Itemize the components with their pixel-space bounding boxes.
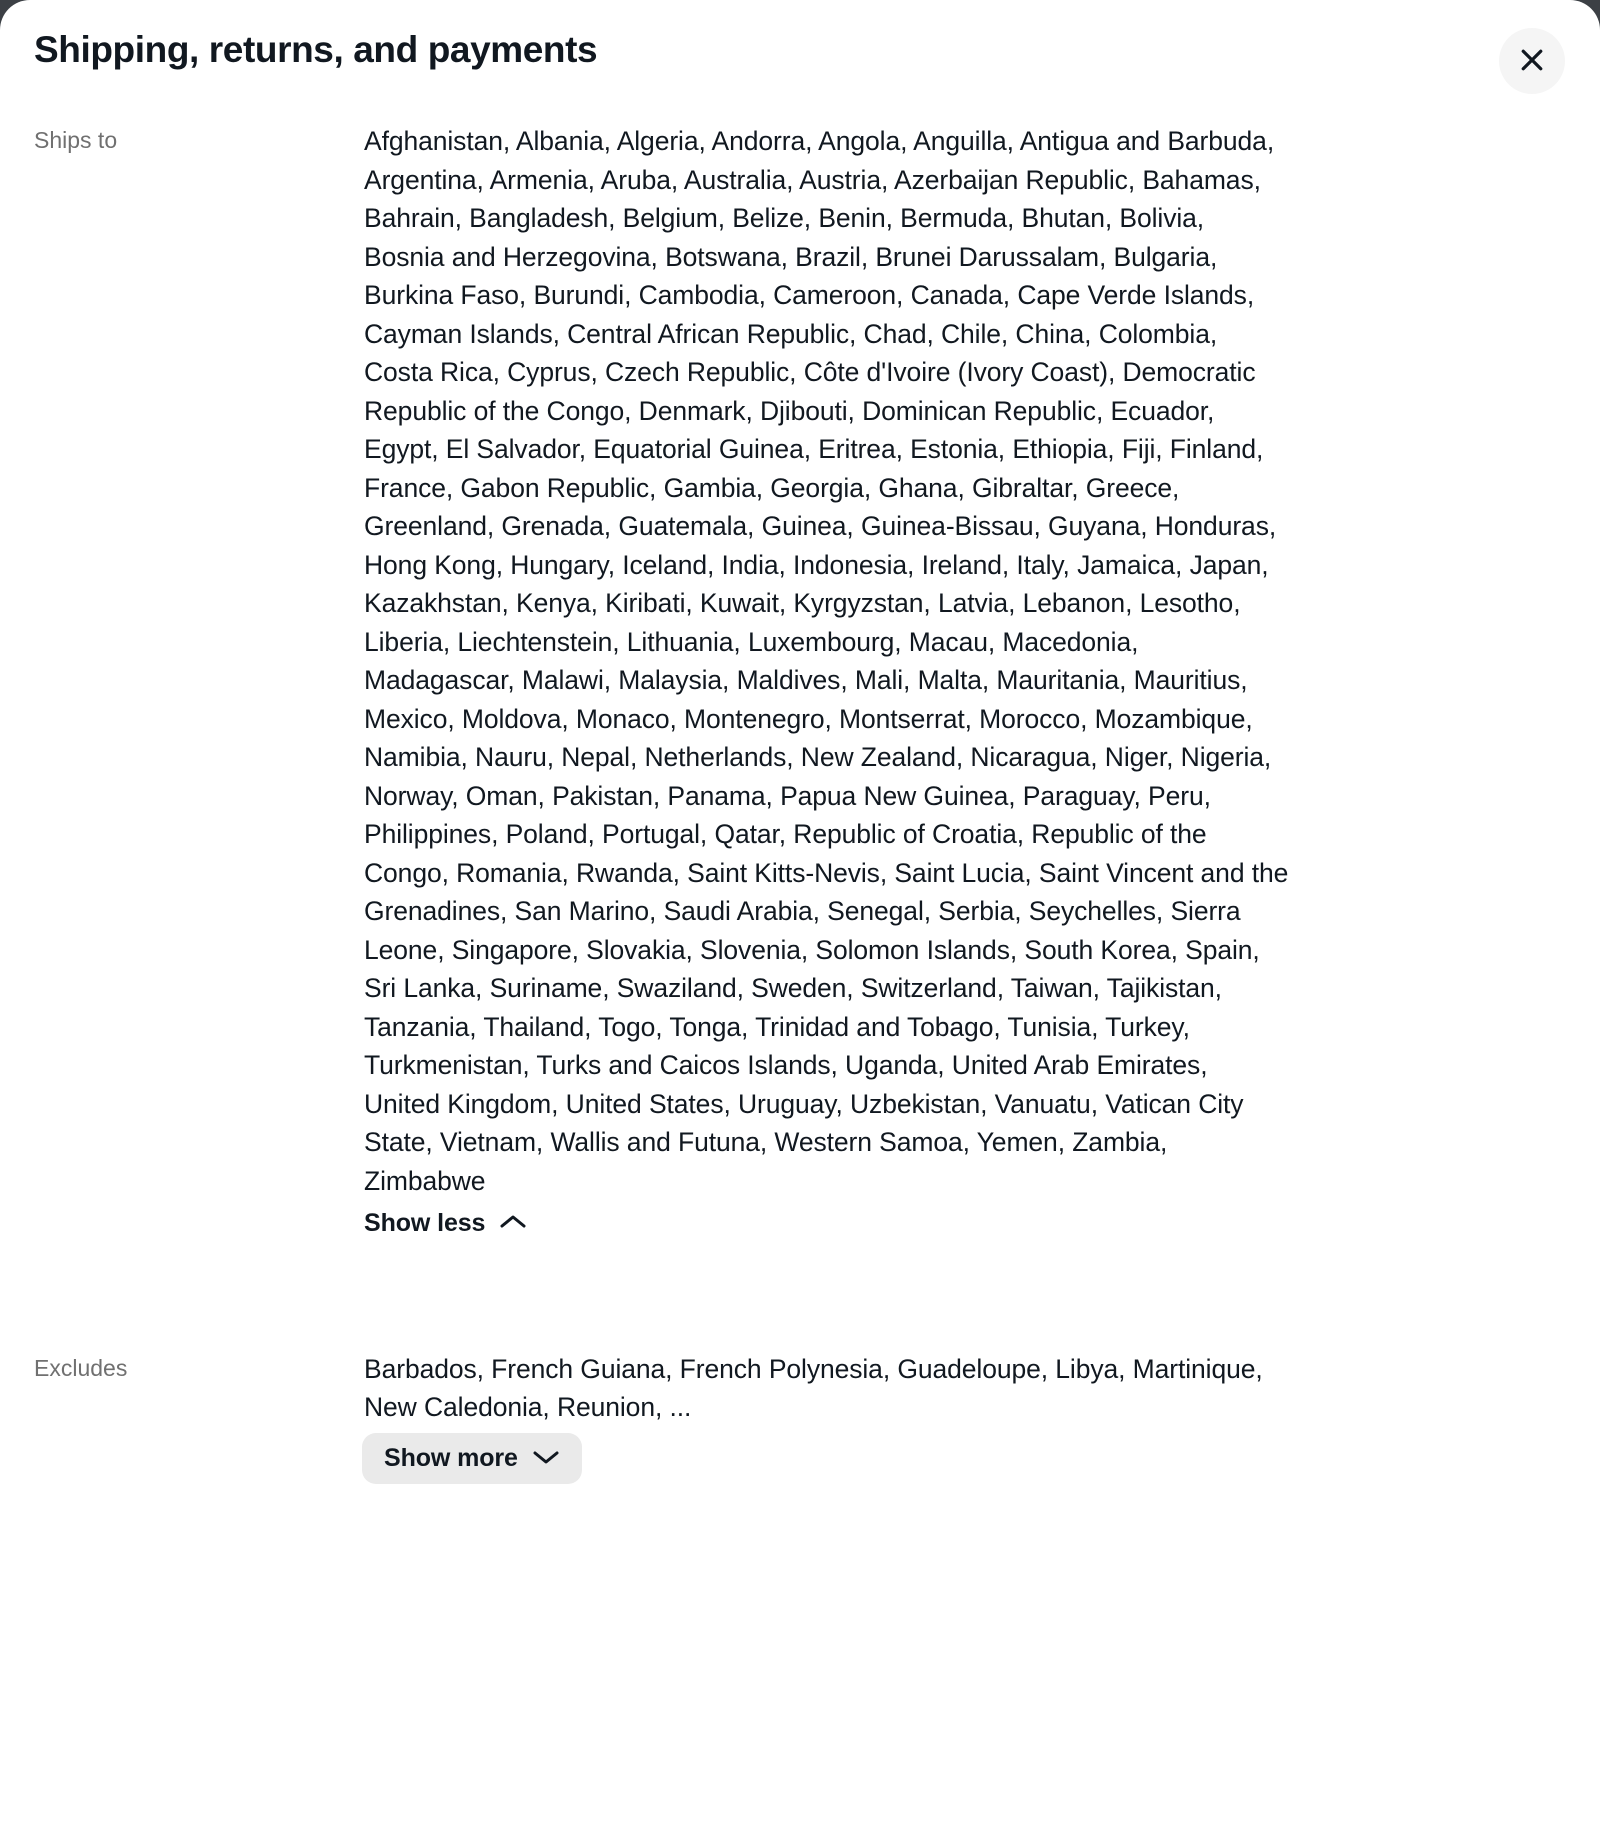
ships-to-label: Ships to xyxy=(34,127,118,153)
ships-to-value-block xyxy=(364,122,1289,1242)
chevron-down-icon xyxy=(532,1444,560,1473)
excludes-country-list: Barbados, French Guiana, French Polynesia, Guadeloupe, Libya, Martinique, New Caledonia, Reunion, ... xyxy=(364,1353,1263,1422)
spec-row-ships-to xyxy=(34,122,1566,1242)
page-title: Shipping, returns, and payments xyxy=(34,29,598,70)
excludes-label: Excludes xyxy=(34,1354,128,1381)
close-icon xyxy=(1517,45,1547,78)
excludes-value-block xyxy=(364,1350,1289,1484)
modal-header xyxy=(0,0,1600,108)
chevron-up-icon xyxy=(499,1209,527,1238)
spec-row-excludes xyxy=(34,1350,1566,1484)
modal-body xyxy=(0,122,1600,1484)
ships-to-toggle-label: Show less xyxy=(364,1209,486,1237)
close-button[interactable] xyxy=(1499,28,1565,94)
ships-to-country-list: Afghanistan, Albania, Algeria, Andorra, Angola, Anguilla, Antigua and Barbuda, Argentina, Armenia, Aruba, Australia, Austria, Azerbaijan Republic, Bahamas, Bahrain, Bangladesh, Belgium, Belize, Benin, Bermuda, Bhutan, Bolivia, Bosnia and Herzegovina, Botswana, Brazil, Brunei Darussalam, Bulgaria, Burkina Faso, Burundi, Cambodia, Cameroon, Canada, Cape Verde Islands, Cayman Islands, Central African Republic, Chad, Chile, China, Colombia, Costa Rica, Cyprus, Czech Republic, Côte d'Ivoire (Ivory Coast), Democratic Republic of the Congo, Denmark, Djibouti, Dominican Republic, Ecuador, Egypt, El Salvador, Equatorial Guinea, Eritrea, Estonia, Ethiopia, Fiji, Finland, France, Gabon Republic, Gambia, Georgia, Ghana, Gibraltar, Greece, Greenland, Grenada, Guatemala, Guinea, Guinea-Bissau, Guyana, Honduras, Hong Kong, Hungary, Iceland, India, Indonesia, Ireland, Italy, Jamaica, Japan, Kazakhstan, Kenya, Kiribati, Kuwait, Kyrgyzstan, Latvia, Lebanon, Lesotho, Liberia, Liechtenstein, Lithuania, Luxembourg, Macau, Macedonia, Madagascar, Malawi, Malaysia, Maldives, Mali, Malta, Mauritania, Mauritius, Mexico, Moldova, Monaco, Montenegro, Montserrat, Morocco, Mozambique, Namibia, Nauru, Nepal, Netherlands, New Zealand, Nicaragua, Niger, Nigeria, Norway, Oman, Pakistan, Panama, Papua New Guinea, Paraguay, Peru, Philippines, Poland, Portugal, Qatar, Republic of Croatia, Republic of the Congo, Romania, Rwanda, Saint Kitts-Nevis, Saint Lucia, Saint Vincent and the Grenadines, San Marino, Saudi Arabia, Senegal, Serbia, Seychelles, Sierra Leone, Singapore, Slovakia, Slovenia, Solomon Islands, South Korea, Spain, Sri Lanka, Suriname, Swaziland, Sweden, Switzerland, Taiwan, Tajikistan, Tanzania, Thailand, Togo, Tonga, Trinidad and Tobago, Tunisia, Turkey, Turkmenistan, Turks and Caicos Islands, Uganda, United Arab Emirates, United Kingdom, United States, Uruguay, Uzbekistan, Vanuatu, Vatican City State, Vietnam, Wallis and Futuna, Western Samoa, Yemen, Zambia, Zimbabwe xyxy=(364,126,1289,1196)
excludes-toggle-label: Show more xyxy=(384,1443,518,1472)
excludes-show-more-button[interactable] xyxy=(362,1433,582,1484)
ships-to-show-less-button[interactable] xyxy=(364,1209,527,1238)
